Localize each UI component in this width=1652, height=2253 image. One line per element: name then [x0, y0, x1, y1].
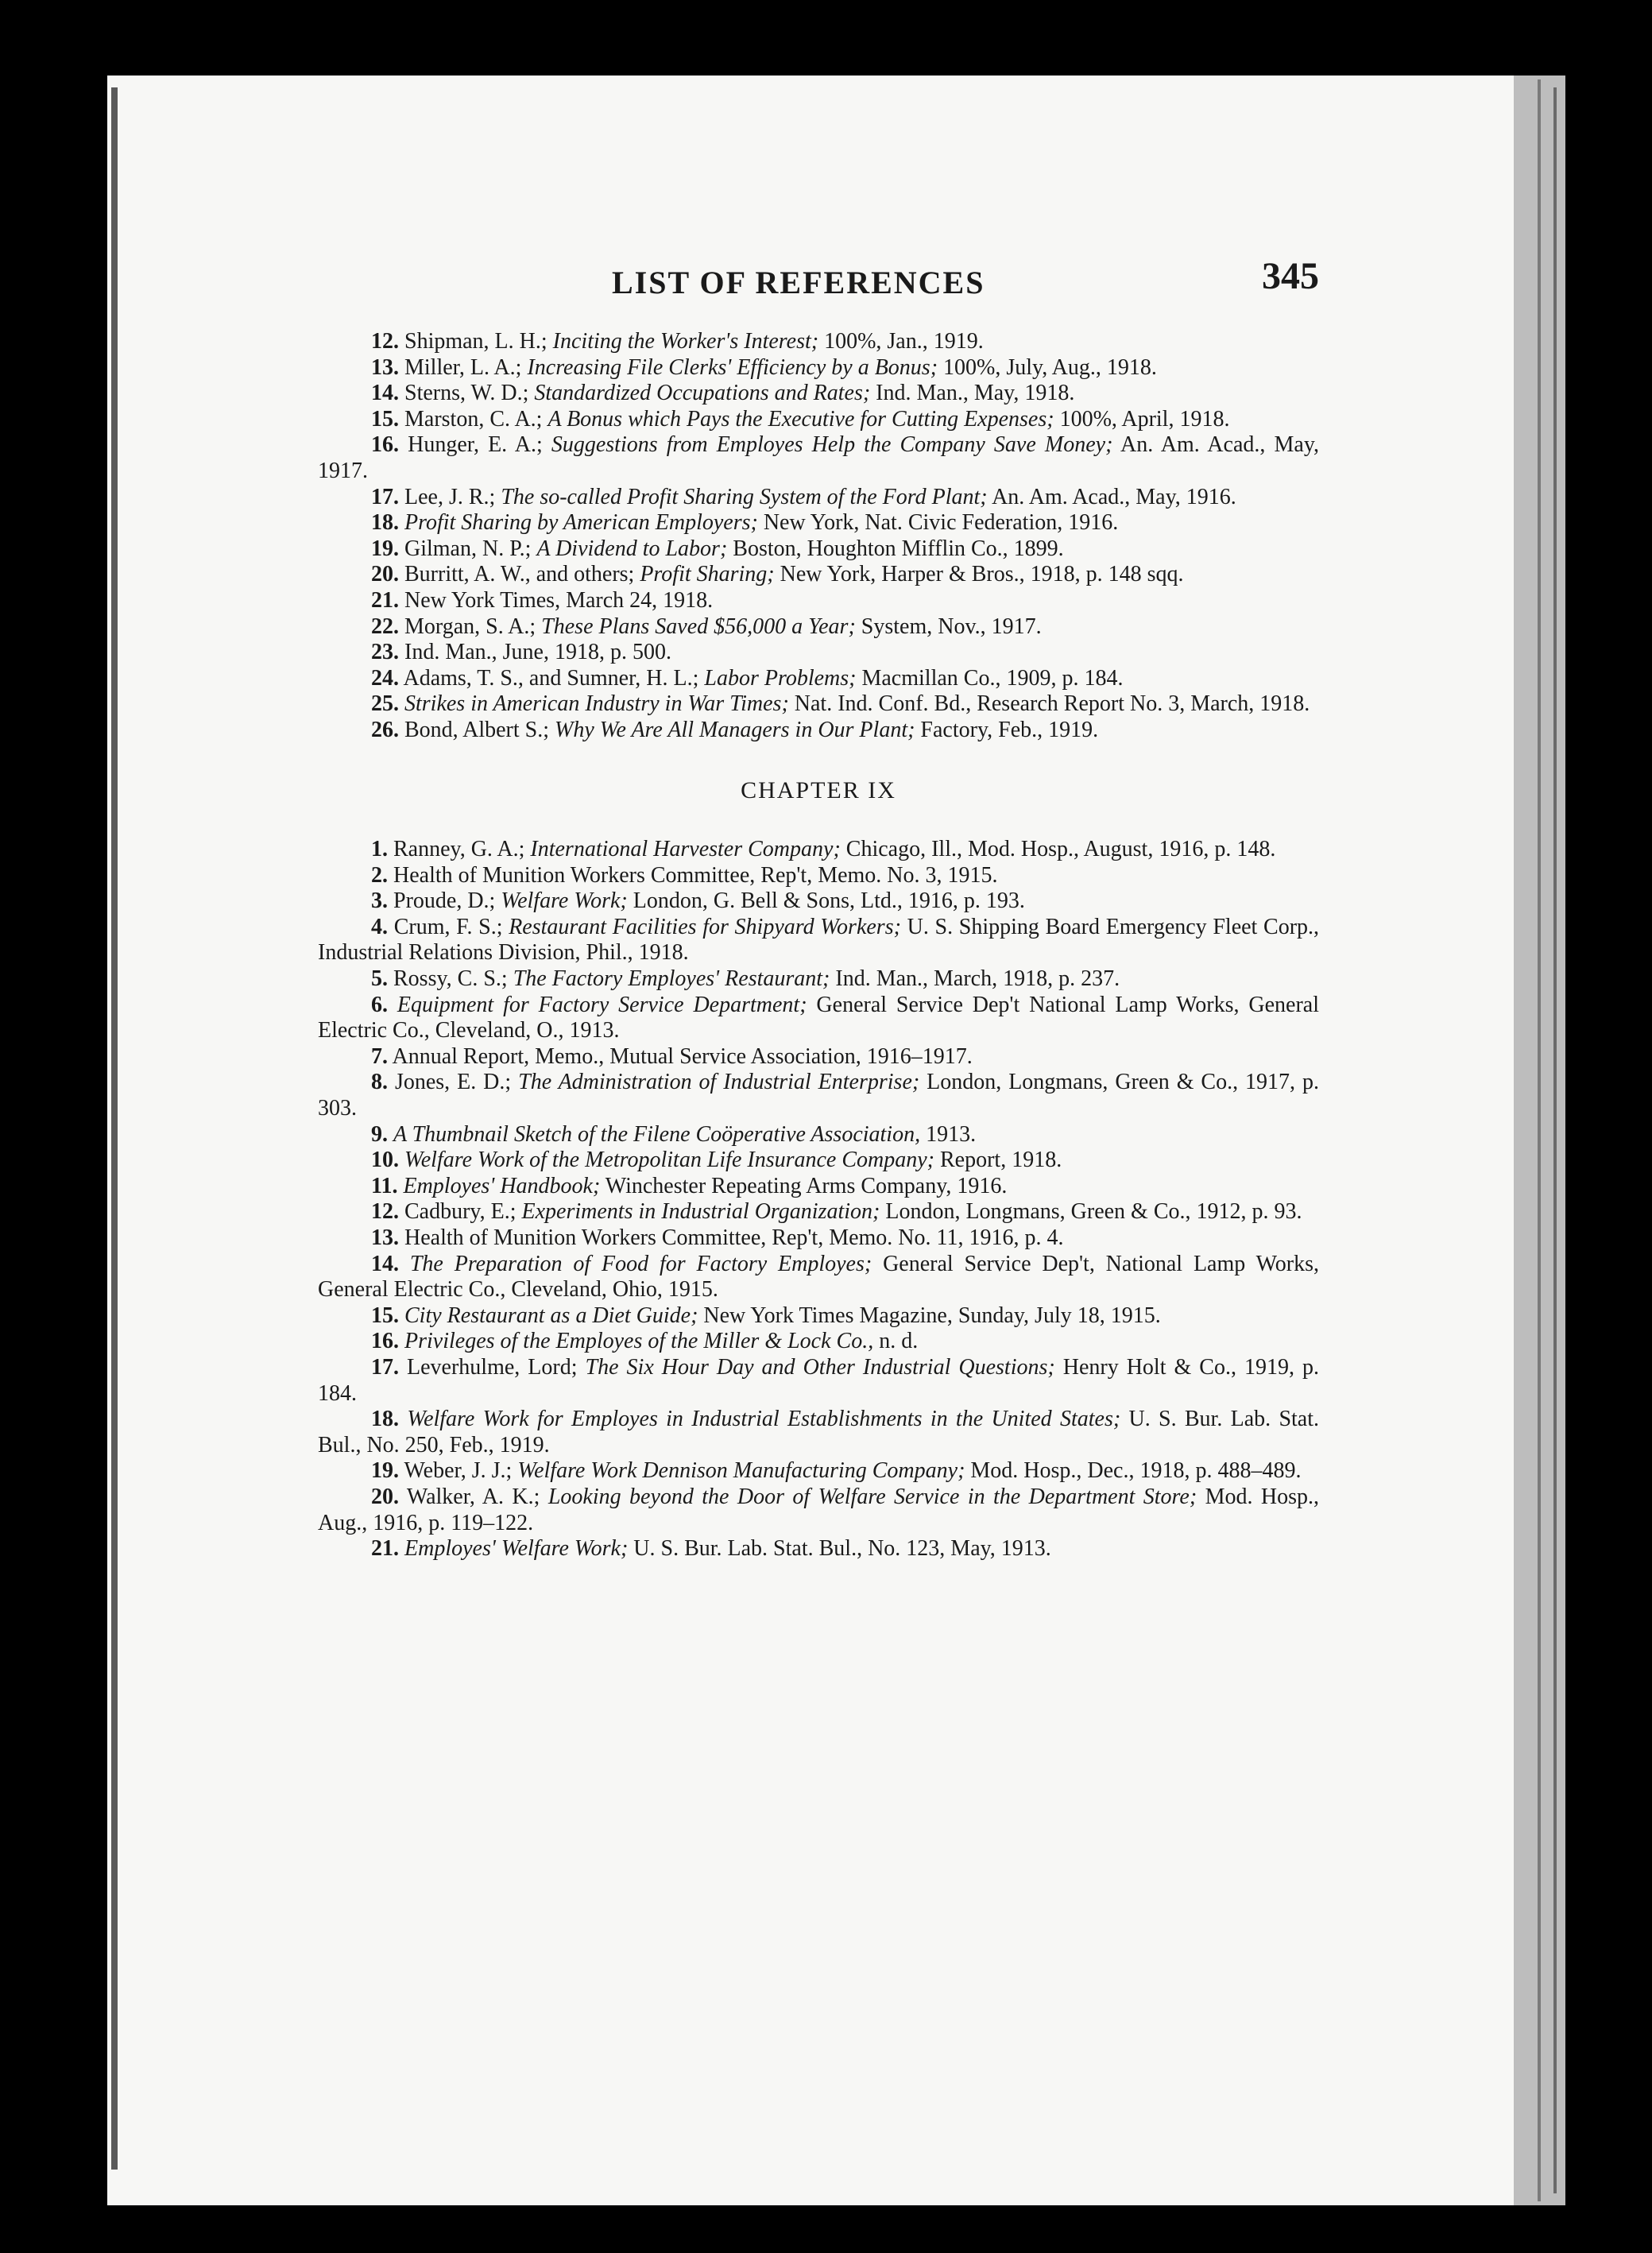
reference-title: Equipment for Factory Service Department;	[397, 992, 807, 1017]
reference-entry	[318, 329, 1319, 355]
reference-number: 18.	[371, 510, 399, 536]
reference-source: New York, Harper & Bros., 1918, p. 148 sqq.	[774, 562, 1184, 587]
reference-source: Ind. Man., May, 1918.	[870, 381, 1075, 406]
reference-source: n. d.	[873, 1329, 919, 1354]
reference-author: Gilman, N. P.;	[404, 536, 537, 561]
reference-number: 20.	[371, 1484, 399, 1509]
page-left-edge	[111, 87, 118, 2170]
reference-entry	[318, 1148, 1319, 1174]
reference-source: Macmillan Co., 1909, p. 184.	[856, 665, 1124, 691]
reference-number: 26.	[371, 717, 399, 742]
reference-number: 9.	[371, 1121, 388, 1147]
running-header	[318, 255, 1319, 329]
reference-number: 17.	[371, 1354, 399, 1380]
reference-author: Jones, E. D.;	[394, 1070, 519, 1095]
reference-entry	[318, 1303, 1319, 1330]
reference-source: London, Longmans, Green & Co., 1917, p. 303.	[318, 1070, 1320, 1121]
reference-source: Mod. Hosp., Dec., 1918, p. 488–489.	[965, 1458, 1302, 1484]
reference-title: A Bonus which Pays the Executive for Cutting Expenses;	[547, 406, 1054, 432]
reference-number: 7.	[371, 1043, 388, 1069]
reference-author: Proude, D.;	[393, 888, 501, 914]
reference-number: 4.	[371, 914, 388, 939]
reference-author: Burritt, A. W., and others;	[404, 562, 640, 587]
reference-number: 11.	[371, 1173, 398, 1198]
reference-number: 17.	[371, 484, 399, 509]
reference-title: Profit Sharing by American Employers;	[404, 510, 758, 536]
reference-entry	[318, 510, 1319, 536]
page-edge-line	[1553, 87, 1557, 2193]
reference-entry	[318, 432, 1319, 484]
reference-author: Cadbury, E.;	[404, 1199, 522, 1225]
reference-entry	[318, 1329, 1319, 1355]
reference-title: Privileges of the Employes of the Miller & Lock Co.,	[404, 1329, 874, 1354]
reference-number: 21.	[371, 1536, 399, 1562]
reference-author: Weber, J. J.;	[404, 1458, 518, 1484]
reference-author: Hunger, E. A.;	[408, 432, 551, 458]
reference-entry	[318, 863, 1319, 889]
reference-entry	[318, 640, 1319, 666]
reference-author: Annual Report, Memo., Mutual Service Association, 1916–1917.	[392, 1043, 973, 1069]
reference-source: Report, 1918.	[934, 1148, 1062, 1173]
reference-number: 13.	[371, 1225, 399, 1250]
reference-entry	[318, 666, 1319, 692]
reference-title: Standardized Occupations and Rates;	[534, 381, 871, 406]
reference-author: Shipman, L. H.;	[404, 329, 553, 354]
chapter-heading: CHAPTER IX	[741, 776, 896, 803]
reference-author: Ind. Man., June, 1918, p. 500.	[404, 640, 671, 665]
reference-entry	[318, 1407, 1319, 1458]
reference-number: 12.	[371, 329, 399, 354]
reference-title: The so-called Profit Sharing System of the Ford Plant;	[501, 484, 988, 509]
reference-source: 100%, Jan., 1919.	[818, 329, 984, 354]
reference-entry	[318, 1485, 1319, 1536]
reference-title: Employes' Welfare Work;	[404, 1536, 629, 1562]
reference-entry	[318, 915, 1319, 966]
reference-number: 15.	[371, 406, 399, 432]
reference-list-chapter-ix	[318, 837, 1319, 1562]
reference-source: U. S. Bur. Lab. Stat. Bul., No. 123, May, 1913.	[628, 1536, 1051, 1562]
reference-title: City Restaurant as a Diet Guide;	[404, 1303, 698, 1328]
reference-author: Leverhulme, Lord;	[407, 1354, 586, 1380]
reference-source: Factory, Feb., 1919.	[915, 717, 1099, 742]
reference-number: 21.	[371, 587, 399, 613]
reference-number: 19.	[371, 1458, 399, 1484]
reference-entry	[318, 536, 1319, 563]
reference-number: 16.	[371, 1329, 399, 1354]
reference-number: 6.	[371, 992, 388, 1017]
reference-number: 14.	[371, 381, 399, 406]
reference-author: Health of Munition Workers Committee, Rep't, Memo. No. 11, 1916, p. 4.	[404, 1225, 1064, 1250]
reference-title: These Plans Saved $56,000 a Year;	[541, 614, 856, 639]
reference-title: The Six Hour Day and Other Industrial Questions;	[585, 1354, 1055, 1380]
reference-title: Inciting the Worker's Interest;	[552, 329, 819, 354]
reference-title: Restaurant Facilities for Shipyard Workers;	[509, 914, 901, 939]
reference-author: Marston, C. A.;	[404, 406, 548, 432]
reference-entry	[318, 1252, 1319, 1303]
reference-entry	[318, 562, 1319, 588]
reference-source: New York Times Magazine, Sunday, July 18, 1915.	[698, 1303, 1161, 1328]
reference-number: 1.	[371, 837, 388, 862]
reference-title: Experiments in Industrial Organization;	[521, 1199, 880, 1225]
reference-title: The Factory Employes' Restaurant;	[513, 966, 830, 992]
reference-entry	[318, 1199, 1319, 1225]
reference-source: U. S. Bur. Lab. Stat. Bul., No. 250, Feb., 1919.	[318, 1407, 1320, 1457]
reference-title: Increasing File Clerks' Efficiency by a Bonus;	[527, 354, 938, 380]
reference-number: 19.	[371, 536, 399, 561]
reference-author: Crum, F. S.;	[393, 914, 509, 939]
page-text	[318, 255, 1320, 1562]
reference-entry	[318, 1536, 1319, 1562]
running-title: LIST OF REFERENCES	[612, 265, 985, 300]
reference-number: 15.	[371, 1303, 399, 1328]
reference-title: Employes' Handbook;	[403, 1173, 601, 1198]
reference-author: Ranney, G. A.;	[393, 837, 531, 862]
reference-title: Welfare Work of the Metropolitan Life Insurance Company;	[404, 1148, 934, 1173]
reference-title: Strikes in American Industry in War Times;	[404, 691, 789, 717]
reference-source: London, Longmans, Green & Co., 1912, p. 93.	[880, 1199, 1302, 1225]
reference-entry	[318, 691, 1319, 718]
reference-entry	[318, 1174, 1319, 1200]
reference-source: An. Am. Acad., May, 1916.	[987, 484, 1236, 509]
reference-number: 20.	[371, 562, 399, 587]
reference-title: A Thumbnail Sketch of the Filene Coöperative Association,	[393, 1121, 921, 1147]
reference-source: Henry Holt & Co., 1919, p. 184.	[318, 1354, 1319, 1406]
reference-number: 5.	[371, 966, 388, 992]
reference-number: 22.	[371, 614, 399, 639]
reference-source: General Service Dep't, National Lamp Works, General Electric Co., Cleveland, Ohio, 1915.	[318, 1251, 1320, 1303]
reference-source: General Service Dep't National Lamp Works, General Electric Co., Cleveland, O., 1913.	[318, 992, 1320, 1043]
reference-author: Adams, T. S., and Sumner, H. L.;	[403, 665, 705, 691]
reference-entry	[318, 718, 1319, 744]
reference-source: London, G. Bell & Sons, Ltd., 1916, p. 193.	[627, 888, 1025, 914]
reference-author: Rossy, C. S.;	[393, 966, 513, 992]
reference-number: 10.	[371, 1148, 399, 1173]
reference-number: 24.	[371, 665, 399, 691]
reference-title: The Preparation of Food for Factory Employes;	[409, 1251, 872, 1276]
reference-source: Boston, Houghton Mifflin Co., 1899.	[727, 536, 1064, 561]
reference-number: 16.	[371, 432, 399, 458]
reference-source: New York, Nat. Civic Federation, 1916.	[757, 510, 1119, 536]
reference-source: An. Am. Acad., May, 1917.	[318, 432, 1319, 483]
reference-number: 23.	[371, 640, 399, 665]
reference-author: Health of Munition Workers Committee, Rep't, Memo. No. 3, 1915.	[393, 862, 998, 888]
reference-number: 2.	[371, 862, 388, 888]
reference-title: Looking beyond the Door of Welfare Service in the Department Store;	[547, 1484, 1197, 1509]
reference-entry	[318, 1044, 1319, 1070]
reference-entry	[318, 1355, 1319, 1407]
reference-source: Chicago, Ill., Mod. Hosp., August, 1916, p. 148.	[840, 837, 1276, 862]
reference-number: 18.	[371, 1407, 399, 1432]
reference-title: A Dividend to Labor;	[536, 536, 728, 561]
reference-source: Mod. Hosp., Aug., 1916, p. 119–122.	[318, 1484, 1319, 1535]
reference-entry	[318, 966, 1319, 993]
reference-source: System, Nov., 1917.	[855, 614, 1042, 639]
reference-entry	[318, 837, 1319, 863]
reference-entry	[318, 614, 1319, 641]
reference-title: Welfare Work for Employes in Industrial Establishments in the United States;	[407, 1407, 1121, 1432]
reference-title: Welfare Work;	[501, 888, 628, 914]
reference-author: Bond, Albert S.;	[404, 717, 555, 742]
reference-number: 12.	[371, 1199, 399, 1225]
reference-author: Walker, A. K.;	[406, 1484, 548, 1509]
reference-entry	[318, 1225, 1319, 1252]
reference-author: Miller, L. A.;	[404, 354, 528, 380]
reference-number: 8.	[371, 1070, 388, 1095]
reference-number: 14.	[371, 1251, 399, 1276]
reference-author: Morgan, S. A.;	[404, 614, 542, 639]
reference-entry	[318, 588, 1319, 614]
reference-source: 100%, April, 1918.	[1054, 406, 1230, 432]
reference-author: Lee, J. R.;	[404, 484, 501, 509]
reference-source: 1913.	[920, 1121, 977, 1147]
reference-number: 3.	[371, 888, 388, 914]
page-edge-line	[1538, 79, 1541, 2201]
reference-number: 25.	[371, 691, 399, 717]
reference-number: 13.	[371, 354, 399, 380]
reference-source: Winchester Repeating Arms Company, 1916.	[600, 1173, 1008, 1198]
reference-title: International Harvester Company;	[530, 837, 841, 862]
reference-entry	[318, 355, 1319, 381]
reference-title: Labor Problems;	[704, 665, 857, 691]
reference-entry	[318, 888, 1319, 915]
reference-source: 100%, July, Aug., 1918.	[938, 354, 1157, 380]
reference-entry	[318, 407, 1319, 433]
reference-title: Welfare Work Dennison Manufacturing Company;	[517, 1458, 965, 1484]
reference-author: New York Times, March 24, 1918.	[404, 587, 714, 613]
reference-entry	[318, 1070, 1319, 1121]
reference-title: Suggestions from Employes Help the Company Save Money;	[551, 432, 1113, 458]
reference-entry	[318, 485, 1319, 511]
reference-title: The Administration of Industrial Enterprise;	[518, 1070, 920, 1095]
reference-entry	[318, 993, 1319, 1044]
reference-source: Nat. Ind. Conf. Bd., Research Report No. 3, March, 1918.	[788, 691, 1310, 717]
reference-entry	[318, 1458, 1319, 1485]
reference-title: Profit Sharing;	[640, 562, 775, 587]
reference-source: Ind. Man., March, 1918, p. 237.	[830, 966, 1120, 992]
reference-source: U. S. Shipping Board Emergency Fleet Corp., Industrial Relations Division, Phil., 1918.	[318, 914, 1320, 966]
page-number: 345	[1262, 255, 1319, 297]
reference-author: Sterns, W. D.;	[404, 381, 535, 406]
reference-entry	[318, 381, 1319, 407]
reference-list-chapter-viii	[318, 329, 1319, 744]
reference-entry	[318, 1122, 1319, 1148]
reference-title: Why We Are All Managers in Our Plant;	[555, 717, 915, 742]
